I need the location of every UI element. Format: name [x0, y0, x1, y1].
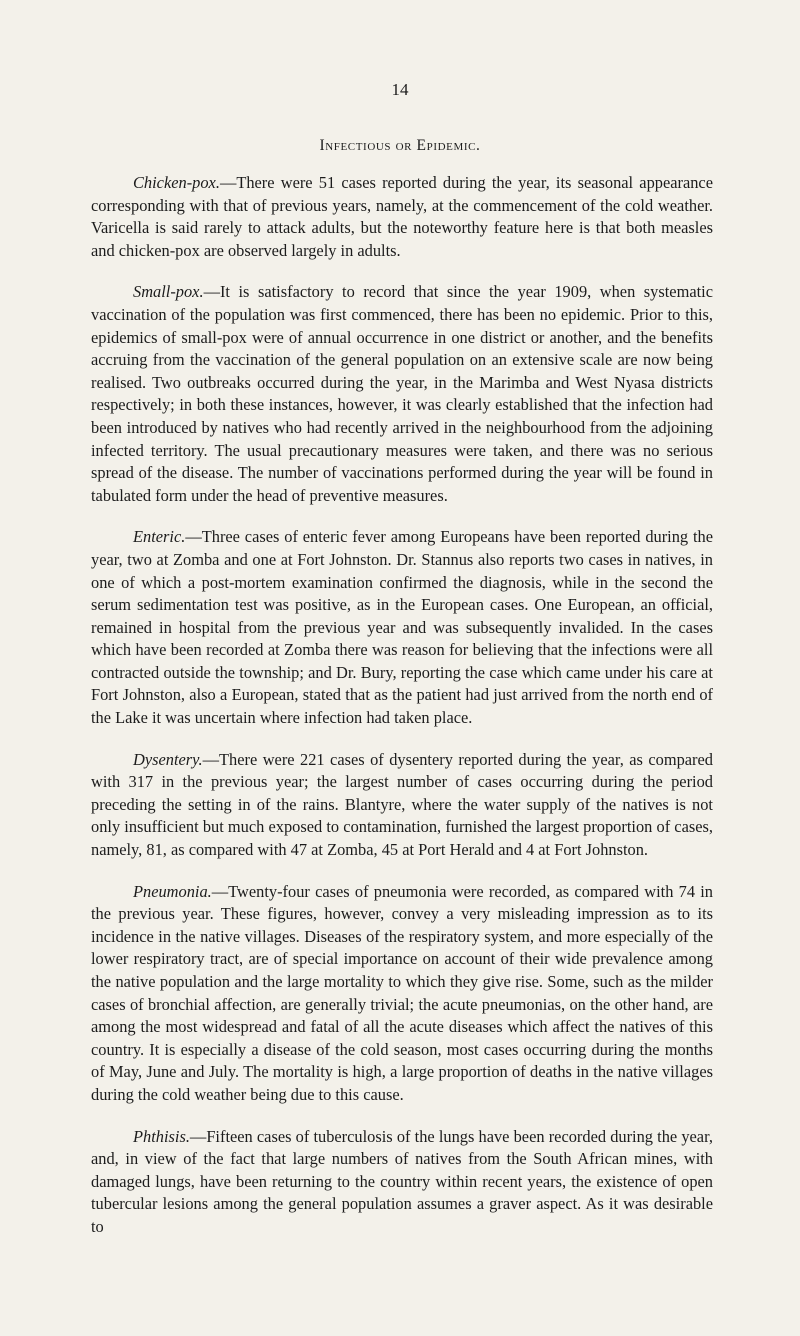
paragraph-pneumonia: [91, 881, 713, 1107]
paragraph-text: —It is satisfactory to record that since the year 1909, when systematic vaccination of the population was first commenced, there has been no epidemic. Prior to this, epidemics of small-pox were of annual occurrence in one district or another, and the benefits accruing from the vaccination of the general population on an extensive scale are now being realised. Two outbreaks occurred during the year, in the Marimba and West Nyasa districts respectively; in both these instances, however, it was clearly established that the infection had been introduced by natives who had recently arrived in the neighbourhood from the adjoining infected territory. The usual precautionary measures were taken, and there was no serious spread of the disease. The number of vaccinations performed during the year will be found in tabulated form under the head of preventive measures.: [91, 282, 713, 505]
section-heading: Infectious or Epidemic.: [319, 137, 481, 154]
paragraph-text: —There were 51 cases reported during the year, its seasonal appearance corresponding with that of previous years, namely, at the commencement of the cold weather. Varicella is said rarely to attack adults, but the noteworthy feature here is that both measles and chicken-pox are observed largely in adults.: [91, 173, 713, 260]
paragraph-term: Phthisis.: [133, 1126, 190, 1146]
paragraph-term: Small-pox.: [133, 282, 204, 302]
paragraph-term: Dysentery.: [133, 749, 203, 769]
paragraph-text: —Three cases of enteric fever among Europeans have been reported during the year, two at Zomba and one at Fort Johnston. Dr. Stannus also reports two cases in natives, in one of which a post-mortem examination confirmed the diagnosis, while in the second the serum sedimentation test was positive, as in the European cases. One European, an official, remained in hospital from the previous year and was subsequently invalided. In the cases which have been recorded at Zomba there was reason for believing that the infections were all contracted outside the township; and Dr. Bury, reporting the case which came under his care at Fort Johnston, also a European, stated that as the patient had just arrived from the north end of the Lake it was uncertain where infection had taken place.: [91, 527, 713, 728]
paragraph-term: Enteric.: [133, 527, 186, 547]
paragraph-term: Pneumonia.: [133, 881, 212, 901]
paragraph-phthisis: [91, 1126, 713, 1239]
paragraph-text: —Fifteen cases of tuberculosis of the lungs have been recorded during the year, and, in view of the fact that large numbers of natives from the South African mines, with damaged lungs, have been returning to the country within recent years, the existence of open tubercular lesions among the general population assumes a graver aspect. As it was desirable to: [91, 1126, 713, 1236]
paragraph-text: —Twenty-four cases of pneumonia were recorded, as compared with 74 in the previous year. These figures, however, convey a very misleading impression as to its incidence in the native villages. Diseases of the respiratory system, and more especially of the lower respiratory tract, are of special importance on account of their wide prevalence among the native population and the large mortality to which they give rise. Some, such as the milder cases of bronchial affection, are generally trivial; the acute pneumonias, on the other hand, are among the most widespread and fatal of all the acute diseases which affect the natives of this country. It is especially a disease of the cold season, most cases occurring during the months of May, June and July. The mortality is high, a large proportion of deaths in the native villages during the cold weather being due to this cause.: [91, 881, 713, 1104]
paragraph-dysentery: [91, 749, 713, 862]
paragraph-text: —There were 221 cases of dysentery reported during the year, as compared with 317 in the previous year; the largest number of cases occurring during the period preceding the setting in of the rains. Blantyre, where the water supply of the natives is not only insufficient but much exposed to contamination, furnished the largest proportion of cases, namely, 81, as compared with 47 at Zomba, 45 at Port Herald and 4 at Fort Johnston.: [91, 749, 713, 860]
body-text: [91, 172, 713, 1258]
paragraph-chicken-pox: [91, 172, 713, 262]
page-number: 14: [391, 80, 409, 99]
paragraph-small-pox: [91, 281, 713, 507]
paragraph-term: Chicken-pox.: [133, 173, 220, 192]
paragraph-enteric: [91, 526, 713, 729]
